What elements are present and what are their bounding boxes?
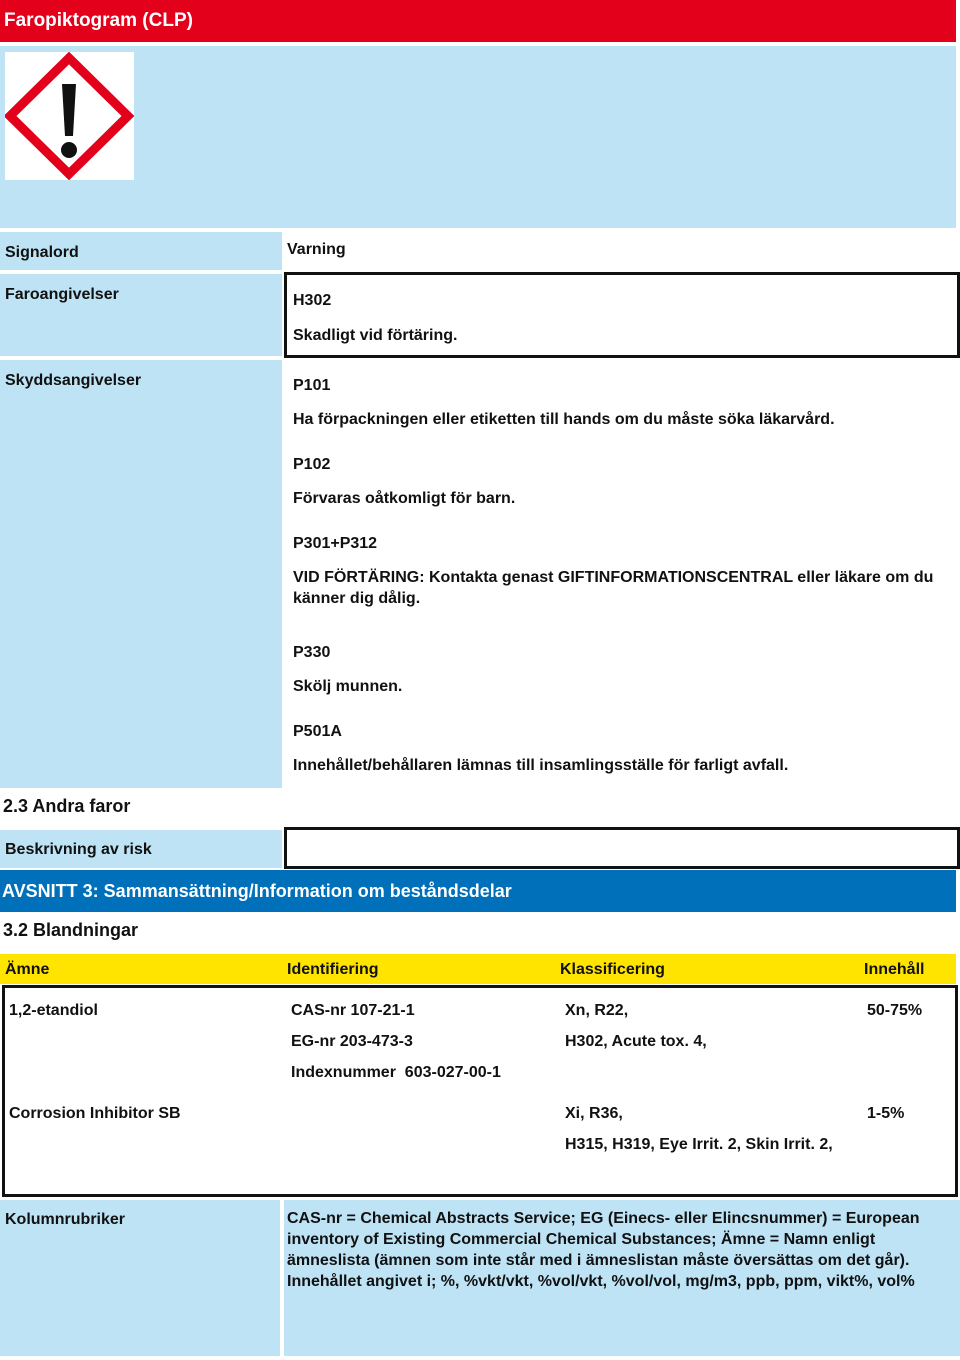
- section3-title: AVSNITT 3: Sammansättning/Information om beståndsdelar: [2, 881, 512, 901]
- precaution-text: Förvaras oåtkomligt för barn.: [293, 490, 516, 507]
- classification: H315, H319, Eye Irrit. 2, Skin Irrit. 2,: [565, 1136, 833, 1153]
- column-header-content: Innehåll: [864, 961, 925, 978]
- precaution-text: Innehållet/behållaren lämnas till insamlingsställe för farligt avfall.: [293, 757, 789, 774]
- hazard-statements-label: Faroangivelser: [5, 286, 119, 303]
- substance-name: Corrosion Inhibitor SB: [9, 1105, 181, 1122]
- precaution-code: P501A: [293, 723, 342, 740]
- pictogram-panel: [0, 46, 956, 228]
- hazard-statements-box: [284, 272, 960, 358]
- signal-word-value-cell: [284, 232, 960, 270]
- risk-description-label-cell: [0, 830, 282, 868]
- classification: H302, Acute tox. 4,: [565, 1033, 707, 1050]
- mixtures-heading: 3.2 Blandningar: [3, 920, 139, 940]
- column-header-classification: Klassificering: [560, 961, 665, 978]
- signal-word-value: Varning: [287, 241, 346, 258]
- precaution-code: P101: [293, 377, 331, 394]
- substance-name: 1,2-etandiol: [9, 1002, 98, 1019]
- pictogram-header-title: Faropiktogram (CLP): [4, 10, 193, 31]
- classification: Xn, R22,: [565, 1002, 629, 1019]
- precautionary-statements-list: [284, 360, 960, 788]
- precautionary-label-cell: [0, 360, 282, 788]
- exclamation-hazard-diamond-icon: [5, 52, 134, 180]
- identifier: EG-nr 203-473-3: [291, 1033, 413, 1050]
- identifier: Indexnummer 603-027-00-1: [291, 1064, 501, 1081]
- pictogram-box: [5, 52, 134, 180]
- signal-word-label-cell: [0, 232, 282, 270]
- risk-description-field: [284, 827, 960, 869]
- column-headings-label-cell: [0, 1200, 280, 1356]
- content-percent: 50-75%: [867, 1002, 923, 1019]
- precaution-text: Skölj munnen.: [293, 678, 403, 695]
- hazard-text: Skadligt vid förtäring.: [293, 327, 458, 344]
- precaution-code: P102: [293, 456, 331, 473]
- precaution-text-line: VID FÖRTÄRING: Kontakta genast GIFTINFORMATIONSCENTRAL eller läkare om du: [293, 569, 934, 586]
- content-percent: 1-5%: [867, 1105, 905, 1122]
- precaution-text: Ha förpackningen eller etiketten till hands om du måste söka läkarvård.: [293, 411, 835, 428]
- table-header-row: [0, 954, 956, 984]
- composition-table: [2, 985, 958, 1197]
- classification: Xi, R36,: [565, 1105, 623, 1122]
- pictogram-header: [0, 0, 956, 42]
- risk-description-label: Beskrivning av risk: [5, 841, 152, 858]
- column-headings-label: Kolumnrubriker: [5, 1211, 126, 1228]
- identifier: CAS-nr 107-21-1: [291, 1002, 415, 1019]
- precaution-code: P301+P312: [293, 535, 378, 552]
- column-header-substance: Ämne: [5, 961, 50, 978]
- section3-header: [0, 870, 956, 912]
- column-header-identification: Identifiering: [287, 961, 379, 978]
- hazard-statements-label-cell: [0, 274, 282, 356]
- other-hazards-heading: 2.3 Andra faror: [3, 796, 131, 816]
- precaution-code: P330: [293, 644, 331, 661]
- precaution-text-line: känner dig dålig.: [293, 590, 421, 607]
- precautionary-label: Skyddsangivelser: [5, 372, 142, 389]
- column-headings-text: CAS-nr = Chemical Abstracts Service; EG (Einecs- eller Elincsnummer) = European inventory of Existing Commercial Chemical Substances; Ämne = Namn enligt ämneslista (ämnen som inte står med i ämneslistan måste översättas om det går). Innehållet angivet i; %, %vkt/vkt, %vol/vkt, %vol/vol, mg/m3, ppb, ppm, vikt%, vol%: [287, 1210, 920, 1290]
- hazard-code: H302: [293, 292, 332, 309]
- signal-word-label: Signalord: [5, 244, 79, 261]
